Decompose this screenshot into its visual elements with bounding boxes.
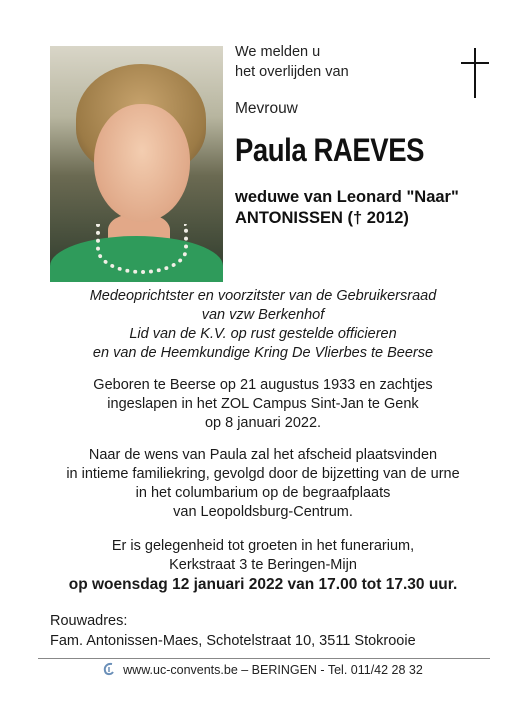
greeting-line: Kerkstraat 3 te Beringen-Mijn — [169, 557, 357, 573]
footer-text[interactable]: www.uc-convents.be – BERINGEN - Tel. 011/42 28 32 — [123, 663, 423, 677]
announce-line-1: We melden u — [235, 44, 321, 60]
birth-block — [0, 376, 526, 433]
roles-line: Lid van de K.V. op rust gestelde officieren — [129, 326, 397, 342]
roles-line: en van de Heemkundige Kring De Vlierbes te Beerse — [92, 345, 434, 361]
farewell-line: van Leopoldsburg-Centrum. — [173, 504, 353, 520]
announce-line-2: het overlijden van — [235, 64, 349, 80]
farewell-line: in intieme familiekring, gevolgd door de bijzetting van de urne — [66, 466, 460, 482]
funeral-home-logo-icon — [103, 662, 115, 676]
roles-line: van vzw Berkenhof — [201, 307, 325, 323]
birth-line: ingeslapen in het ZOL Campus Sint-Jan te Genk — [107, 396, 419, 412]
roles-block — [0, 287, 526, 363]
deceased-name: Paula RAEVES — [235, 132, 425, 168]
roles-line: Medeoprichtster en voorzitster van de Gebruikersraad — [89, 288, 437, 304]
portrait-photo — [50, 46, 223, 282]
greeting-block — [0, 537, 526, 594]
widow-line-2: ANTONISSEN († 2012) — [235, 209, 409, 227]
honorific: Mevrouw — [235, 100, 298, 117]
farewell-block — [0, 446, 526, 522]
greeting-time: op woensdag 12 januari 2022 van 17.00 tot 17.30 uur. — [68, 576, 458, 593]
birth-line: Geboren te Beerse op 21 augustus 1933 en zachtjes — [93, 377, 433, 393]
widow-line-1: weduwe van Leonard "Naar" — [235, 188, 459, 206]
footer — [0, 662, 526, 677]
footer-divider — [38, 658, 490, 659]
address-label: Rouwadres: — [50, 613, 128, 629]
cross-icon — [458, 48, 494, 98]
farewell-line: in het columbarium op de begraafplaats — [135, 485, 391, 501]
address-value: Fam. Antonissen-Maes, Schotelstraat 10, 3511 Stokrooie — [50, 633, 416, 649]
greeting-line: Er is gelegenheid tot groeten in het funerarium, — [111, 538, 415, 554]
farewell-line: Naar de wens van Paula zal het afscheid plaatsvinden — [88, 447, 438, 463]
birth-line: op 8 januari 2022. — [204, 415, 322, 431]
